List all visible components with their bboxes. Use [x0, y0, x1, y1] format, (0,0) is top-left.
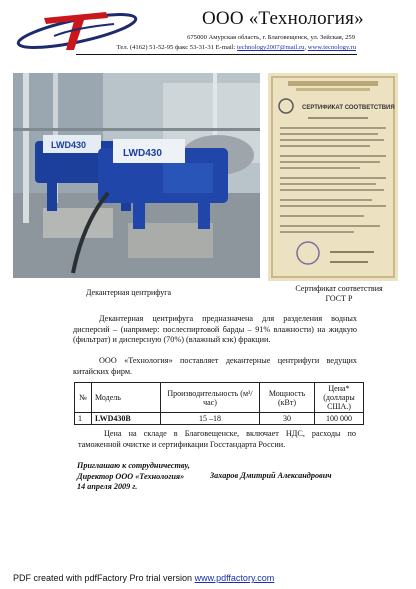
col-capacity-header: Производительность (м³/час) [161, 383, 260, 413]
description-paragraph: Декантерная центрифуга предназначена для разделения водных дисперсий – (например: послеспиртовой барды – 91% влажности) на жидкую (фильтрат) и дисперсную (70%) (влажный кэк) фракции. [73, 314, 357, 344]
centrifuge-illustration [13, 73, 260, 278]
photo-label-left: LWD430 [51, 140, 87, 150]
director-title: Директор ООО «Технология» [77, 471, 185, 481]
row-num: 1 [75, 413, 92, 425]
price-terms-paragraph: Цена на складе в Благовещенске, включает НДС, расходы по таможенной очистке и сертификации Госстандарта России. [78, 429, 356, 449]
table-header-row [75, 383, 364, 413]
price-table [74, 382, 364, 425]
invitation-line: Приглашаю к сотрудничеству, [77, 461, 190, 470]
photo-caption: Декантерная центрифуга [86, 288, 172, 297]
company-name: ООО «Технология» [202, 8, 364, 29]
website-link[interactable]: www.tecnology.ru [307, 44, 356, 51]
photo-label-right: LWD430 [123, 148, 162, 159]
row-model: LWD430B [92, 413, 161, 425]
footer-link[interactable]: www.pdffactory.com [194, 573, 275, 583]
certificate-image [268, 73, 398, 281]
centrifuge-photo [13, 73, 260, 278]
certificate-title: СЕРТИФИКАТ СООТВЕТСТВИЯ [302, 105, 395, 111]
row-capacity: 15 –18 [161, 413, 260, 425]
supplier-paragraph: ООО «Технология» поставляет декантерные центрифуги ведущих китайских фирм. [73, 356, 357, 376]
email-link[interactable]: technology2007@mail.ru [237, 44, 305, 51]
signature-block [77, 461, 190, 493]
col-price-header: Цена* (доллары США.) [315, 383, 364, 413]
company-contacts [76, 44, 356, 51]
certificate-caption: Сертификат соответствия ГОСТ Р [295, 284, 383, 303]
contacts-separator: , [304, 44, 308, 51]
contacts-phone-fax: Тел. (4162) 51-52-95 факс 53-31-31 E-mail: [116, 44, 238, 51]
company-address: 675000 Амурская область, г. Благовещенск, ул. Зейская, 259 [187, 34, 355, 41]
col-power-header: Мощность (кВт) [260, 383, 315, 413]
footer-text: PDF created with pdfFactory Pro trial version [13, 573, 195, 583]
col-num-header: № [75, 383, 92, 413]
col-model-header: Модель [92, 383, 161, 413]
row-price: 100 000 [315, 413, 364, 425]
header-divider [76, 54, 357, 55]
signer-name: Захаров Дмитрий Александрович [210, 471, 332, 480]
certificate-illustration [268, 73, 398, 281]
signature-date: 14 апреля 2009 г. [77, 482, 138, 491]
pdf-footer [13, 573, 274, 583]
row-power: 30 [260, 413, 315, 425]
table-row [75, 413, 364, 425]
